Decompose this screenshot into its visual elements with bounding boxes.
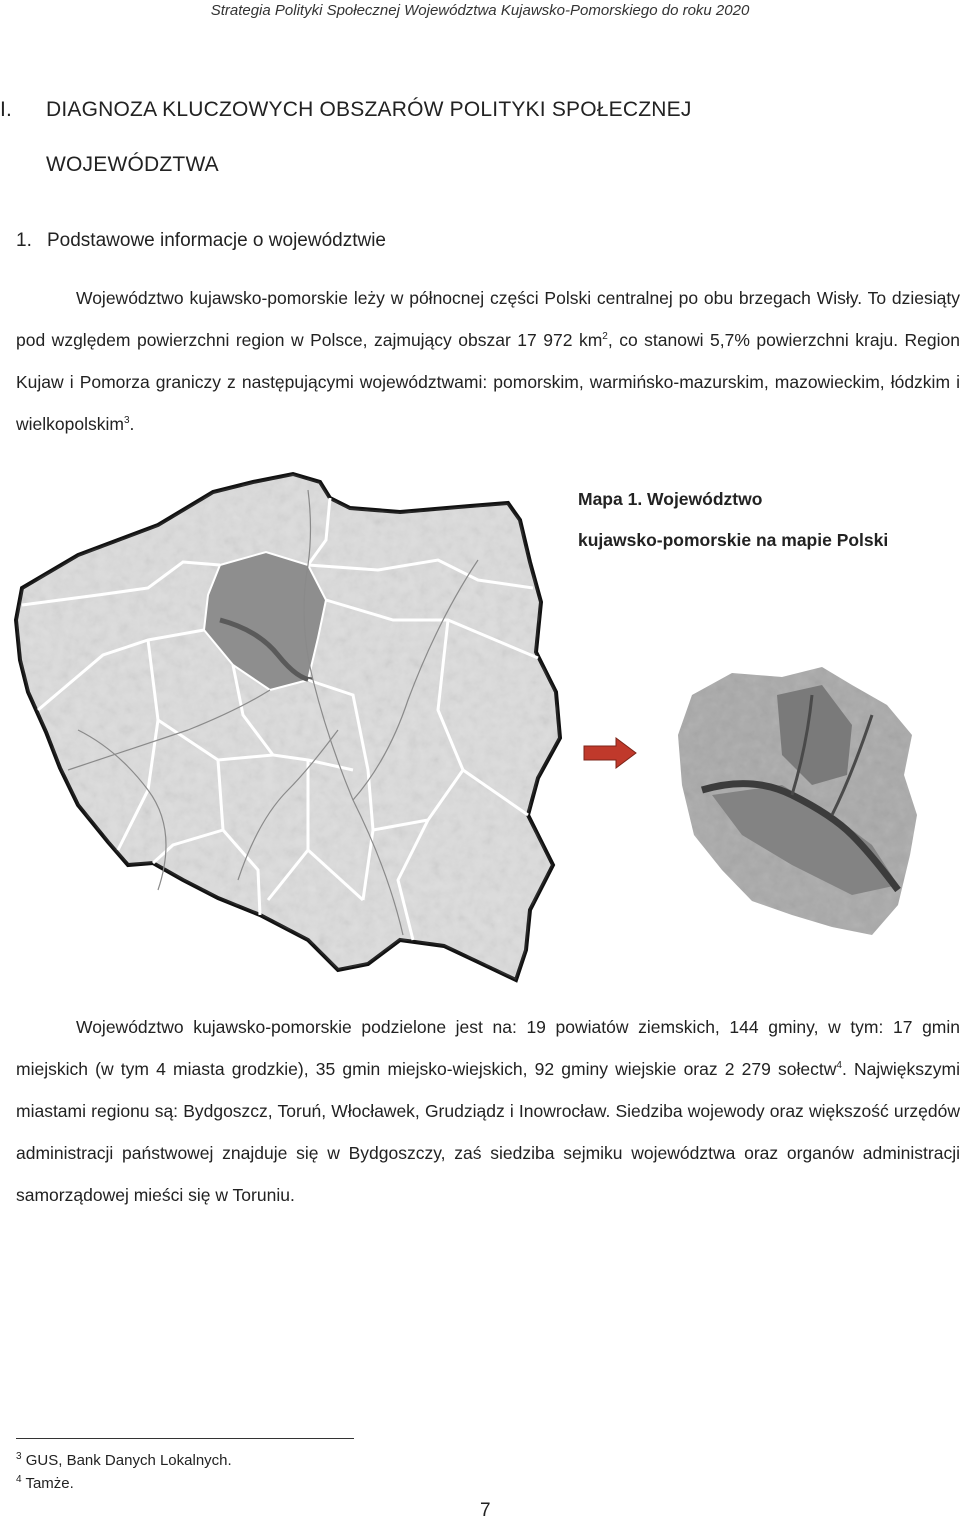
chapter-title-line2: WOJEWÓDZTWA xyxy=(46,153,219,176)
region-zoom-map xyxy=(672,665,928,945)
chapter-title-line1: DIAGNOZA KLUCZOWYCH OBSZARÓW POLITYKI SPOŁECZNEJ xyxy=(46,98,692,121)
footnote-ref-4[interactable]: 4 xyxy=(836,1060,842,1072)
para1-text-a: Województwo kujawsko-pomorskie leży w północnej części Polski centralnej po obu brzegach Wisły. To dziesiąty pod względem powierzchni region w Polsce, zajmujący obszar 17 972 km xyxy=(16,288,960,350)
footnote-ref-3[interactable]: 3 xyxy=(123,415,130,427)
section-number: 1. xyxy=(16,230,32,251)
administrative-paragraph xyxy=(16,1006,960,1216)
figure-caption-line1: Mapa 1. Województwo xyxy=(578,489,763,509)
running-header: Strategia Polityki Społecznej Województwa Kujawsko-Pomorskiego do roku 2020 xyxy=(210,2,750,19)
page-number: 7 xyxy=(480,1500,491,1521)
footnote-ref-km2: 2 xyxy=(602,331,608,343)
footnote-text: GUS, Bank Danych Lokalnych. xyxy=(25,1452,232,1469)
footnote-separator xyxy=(16,1438,354,1439)
footnote-mark: 4 xyxy=(16,1474,22,1485)
footnote-text: Tamże. xyxy=(25,1475,74,1492)
figure-caption-line2: kujawsko-pomorskie na mapie Polski xyxy=(578,530,889,550)
footnote-4 xyxy=(16,1475,74,1492)
poland-map xyxy=(8,470,568,995)
section-title: Podstawowe informacje o województwie xyxy=(47,230,386,251)
chapter-number: I. xyxy=(0,98,13,121)
para2-text-b: . Największymi miastami regionu są: Bydgoszcz, Toruń, Włocławek, Grudziądz i Inowrocław. Siedziba wojewody oraz większość urzędów administracji państwowej znajduje się w Bydgoszczy, zaś siedziba sejmiku województwa oraz organów administracji samorządowej mieści się w Toruniu. xyxy=(16,1059,960,1205)
para2-text-a: Województwo kujawsko-pomorskie podzielone jest na: 19 powiatów ziemskich, 144 gminy, w tym: 17 gmin miejskich (w tym 4 miasta grodzkie), 35 gmin miejsko-wiejskich, 92 gminy wiejskie oraz 2 279 sołectw xyxy=(16,1017,960,1079)
footnote-3 xyxy=(16,1452,232,1469)
intro-paragraph xyxy=(16,277,960,445)
para1-text-c: . xyxy=(129,414,135,434)
para1-text-b: , co stanowi 5,7% powierzchni kraju. Region Kujaw i Pomorza graniczy z następującymi województwami: pomorskim, warmińsko-mazurskim, mazowieckim, łódzkim i wielkopolskim xyxy=(16,330,960,434)
arrow-right-icon xyxy=(582,736,638,770)
footnote-mark: 3 xyxy=(16,1451,22,1462)
